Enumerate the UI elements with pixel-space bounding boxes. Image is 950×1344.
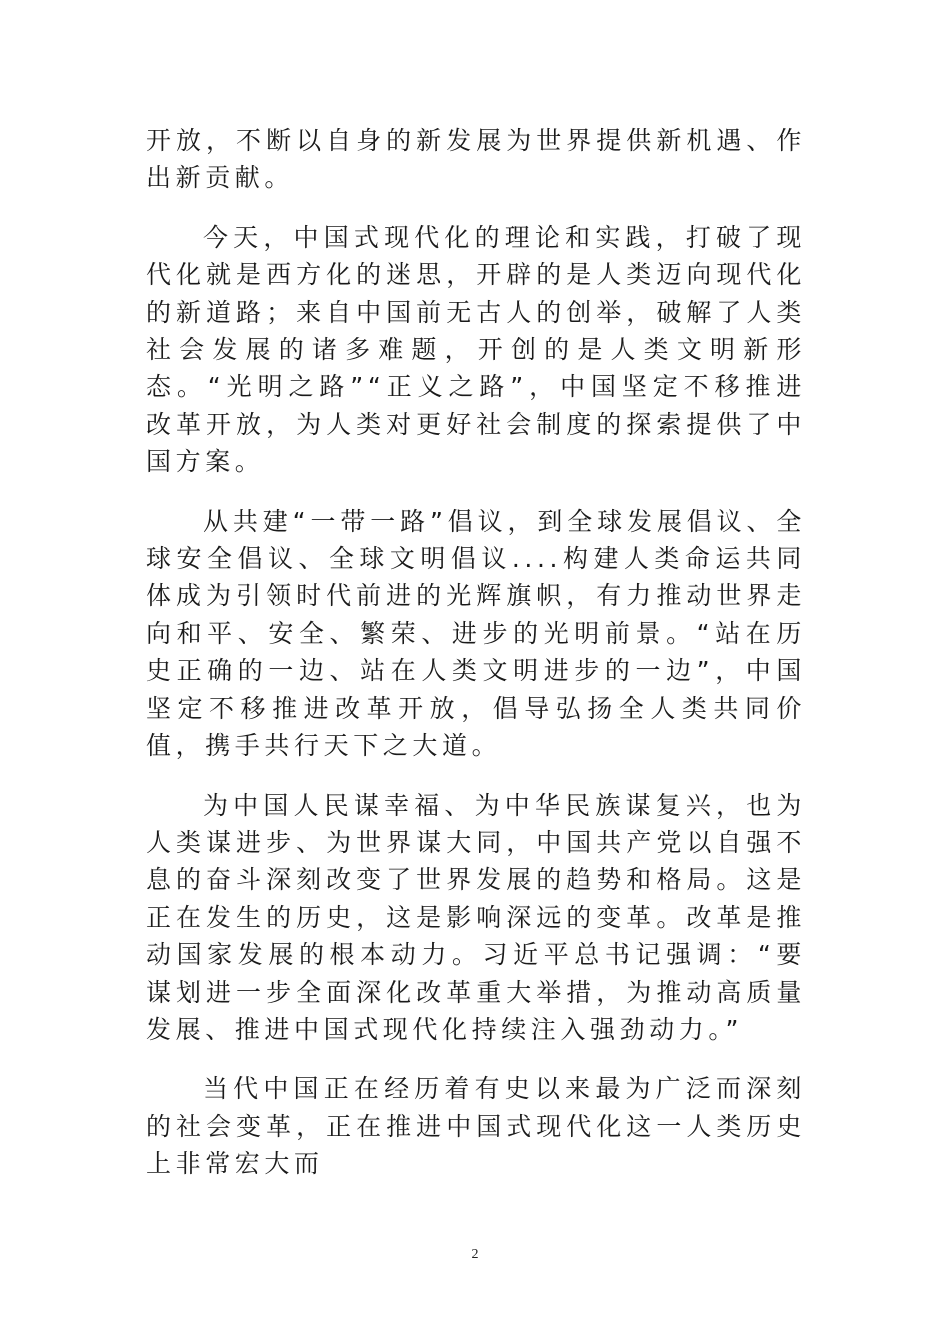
body-text	[146, 122, 806, 1205]
page-number: 2	[471, 1247, 479, 1262]
paragraph-social-transformation: 当代中国正在经历着有史以来最为广泛而深刻的社会变革，正在推进中国式现代化这一人类历史上非常宏大而	[146, 1074, 806, 1179]
paragraph-party-mission: 为中国人民谋幸福、为中华民族谋复兴，也为人类谋进步、为世界谋大同，中国共产党以自强不息的奋斗深刻改变了世界发展的趋势和格局。这是正在发生的历史，这是影响深远的变革。改革是推动国家发展的根本动力。习近平总书记强调：“要谋划进一步全面深化改革重大举措，为推动高质量发展、推进中国式现代化持续注入强劲动力。”	[146, 790, 806, 1044]
paragraph-chinese-modernization: 今天，中国式现代化的理论和实践，打破了现代化就是西方化的迷思，开辟的是人类迈向现代化的新道路；来自中国前无古人的创举，破解了人类社会发展的诸多难题，开创的是人类文明新形态。“光明之路”“正义之路”，中国坚定不移推进改革开放，为人类对更好社会制度的探索提供了中国方案。	[146, 222, 806, 477]
paragraph-continuation: 开放，不断以自身的新发展为世界提供新机遇、作出新贡献。	[146, 126, 806, 193]
paragraph-belt-and-road: 从共建“一带一路”倡议，到全球发展倡议、全球安全倡议、全球文明倡议....构建人类命运共同体成为引领时代前进的光辉旗帜，有力推动世界走向和平、安全、繁荣、进步的光明前景。“站在历史正确的一边、站在人类文明进步的一边”，中国坚定不移推进改革开放，倡导弘扬全人类共同价值，携手共行天下之大道。	[146, 506, 806, 761]
